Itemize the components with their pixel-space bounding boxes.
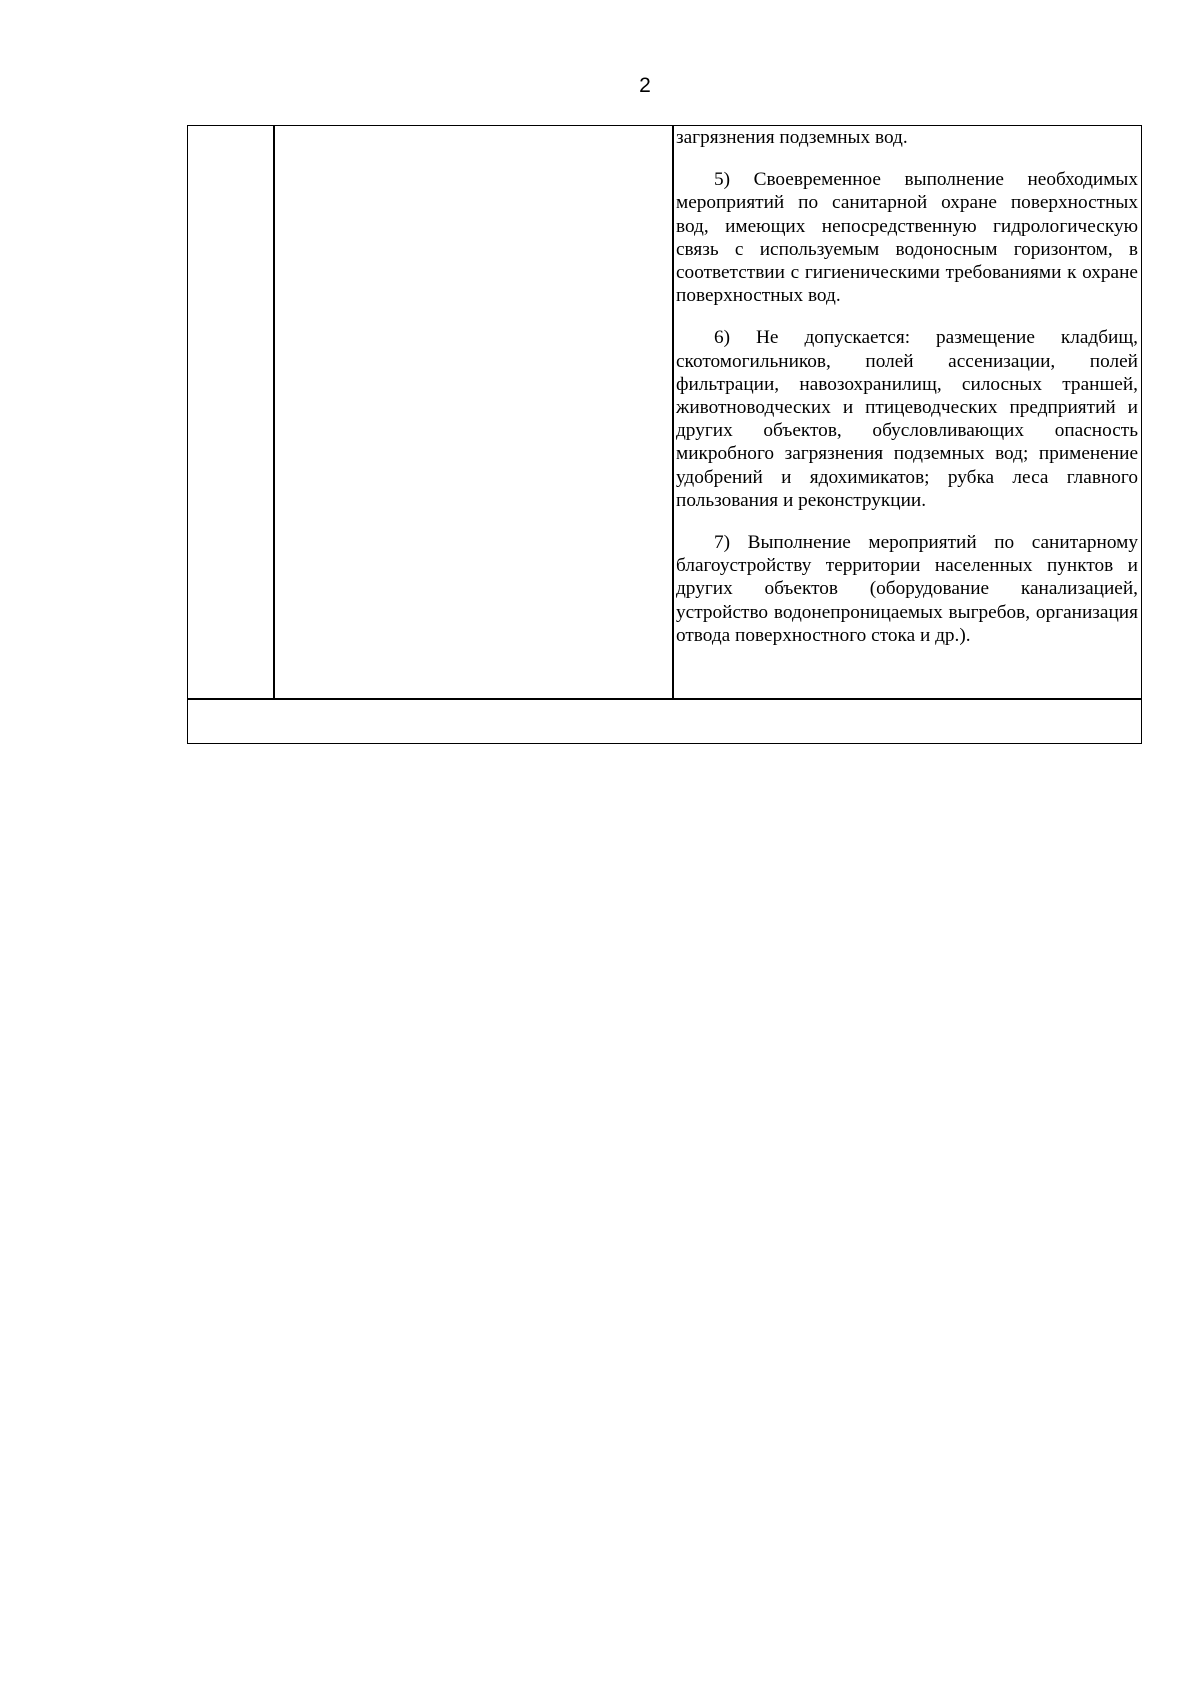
requirements-text-cell <box>674 126 1140 666</box>
column-divider-1 <box>273 126 275 698</box>
paragraph-item-7: 7) Выполнение мероприятий по санитарному благоустройству территории населенных пунктов и других объектов (оборудование канализацией, устройство водонепроницаемых выгребов, организация отвода поверхностного стока и др.). <box>676 532 1138 646</box>
paragraph-item-5: 5) Своевременное выполнение необходимых мероприятий по санитарной охране поверхностных вод, имеющих непосредственную гидрологическую связь с используемым водоносным горизонтом, в соответствии с гигиеническими требованиями к охране поверхностных вод. <box>676 169 1138 307</box>
requirements-table <box>187 125 1142 744</box>
row-divider <box>188 698 1141 700</box>
paragraph-item-6: 6) Не допускается: размещение кладбищ, скотомогильников, полей ассенизации, полей фильтрации, навозохранилищ, силосных траншей, животноводческих и птицеводческих предприятий и других объектов, обусловливающих опасность микробного загрязнения подземных вод; применение удобрений и ядохимикатов; рубка леса главного пользования и реконструкции. <box>676 327 1138 511</box>
paragraph-continuation: загрязнения подземных вод. <box>676 127 908 148</box>
page-number: 2 <box>639 74 651 97</box>
